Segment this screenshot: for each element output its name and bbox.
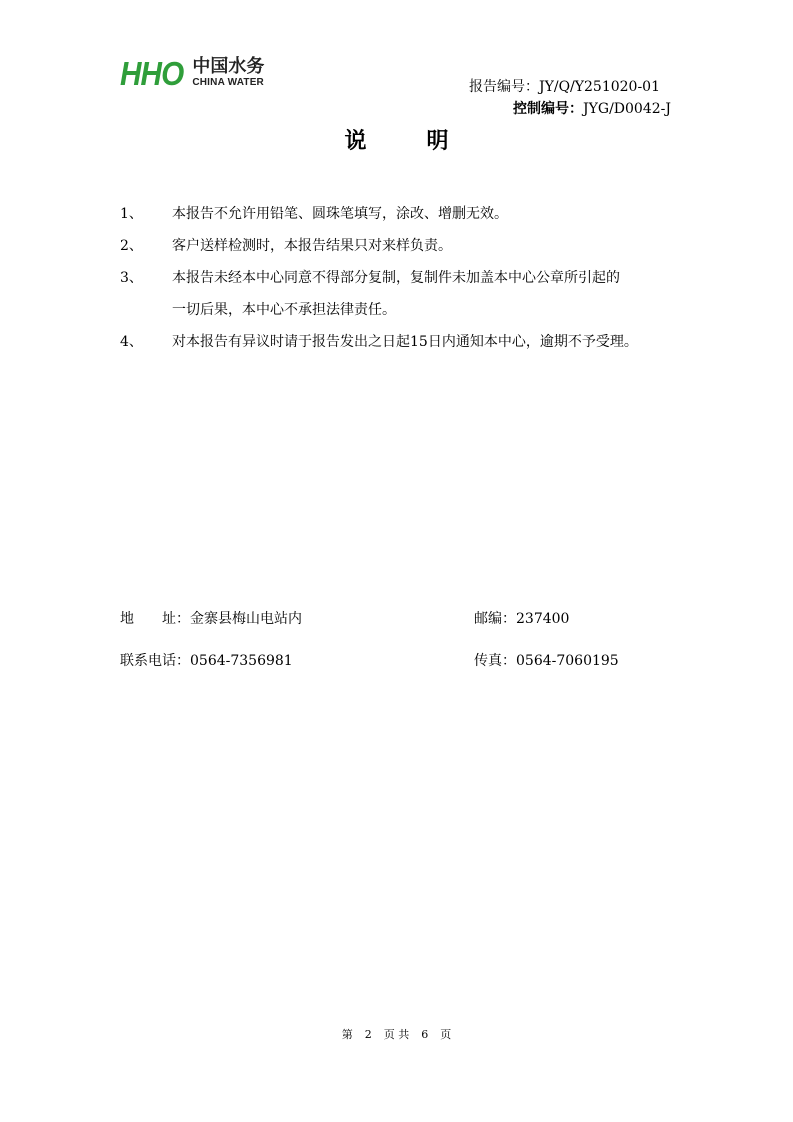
note-item: [120, 204, 700, 224]
address-label: 地 址：: [120, 611, 190, 627]
phone-value: 0564-7356981: [190, 653, 293, 669]
page-prefix: 第: [341, 1028, 353, 1041]
postcode-value: 237400: [516, 611, 570, 627]
note-number: 4、: [120, 334, 143, 350]
fax-value: 0564-7060195: [516, 653, 619, 669]
fax: [474, 650, 619, 670]
report-number: [469, 76, 660, 96]
title-char-1: 说: [344, 129, 367, 154]
fax-label: 传真：: [474, 653, 516, 669]
title-char-2: 明: [426, 129, 449, 154]
notes-list: [120, 204, 700, 364]
note-line: 本报告未经本中心同意不得部分复制，复制件未加盖本中心公章所引起的: [172, 270, 620, 286]
report-number-value: JY/Q/Y251020-01: [539, 79, 660, 95]
postcode: [474, 608, 569, 628]
note-number: 3、: [120, 270, 143, 286]
note-text: [172, 268, 700, 320]
control-number-label: 控制编号：: [513, 101, 584, 117]
note-line: 客户送样检测时，本报告结果只对来样负责。: [172, 238, 452, 254]
postcode-label: 邮编：: [474, 611, 516, 627]
page-total: 6: [421, 1028, 429, 1041]
note-line: 本报告不允许用铅笔、圆珠笔填写，涂改、增删无效。: [172, 206, 508, 222]
logo-mark: HHO: [120, 54, 184, 92]
note-number: 2、: [120, 238, 143, 254]
note-item: [120, 268, 700, 320]
note-item: [120, 332, 700, 352]
control-number-value: JYG/D0042-J: [583, 101, 671, 117]
report-number-label: 报告编号：: [469, 79, 539, 95]
page-title: [0, 124, 793, 155]
logo-name-cn: 中国水务: [192, 56, 265, 77]
page-current: 2: [364, 1028, 372, 1041]
page-mid: 页 共: [383, 1028, 410, 1041]
note-text: [172, 332, 700, 352]
logo-text: [192, 58, 264, 88]
company-logo: [120, 54, 264, 92]
page-footer: [0, 1026, 793, 1042]
note-text: [172, 236, 700, 256]
note-text: [172, 204, 700, 224]
address: [120, 608, 302, 628]
note-item: [120, 236, 700, 256]
address-value: 金寨县梅山电站内: [190, 611, 302, 627]
control-number: [513, 98, 671, 118]
note-line: 对本报告有异议时请于报告发出之日起15日内通知本中心，逾期不予受理。: [172, 334, 638, 350]
note-number: 1、: [120, 206, 143, 222]
phone: [120, 650, 293, 670]
page-suffix: 页: [440, 1028, 452, 1041]
logo-name-en: CHINA WATER: [192, 77, 264, 88]
note-line: 一切后果，本中心不承担法律责任。: [172, 302, 396, 318]
phone-label: 联系电话：: [120, 653, 190, 669]
